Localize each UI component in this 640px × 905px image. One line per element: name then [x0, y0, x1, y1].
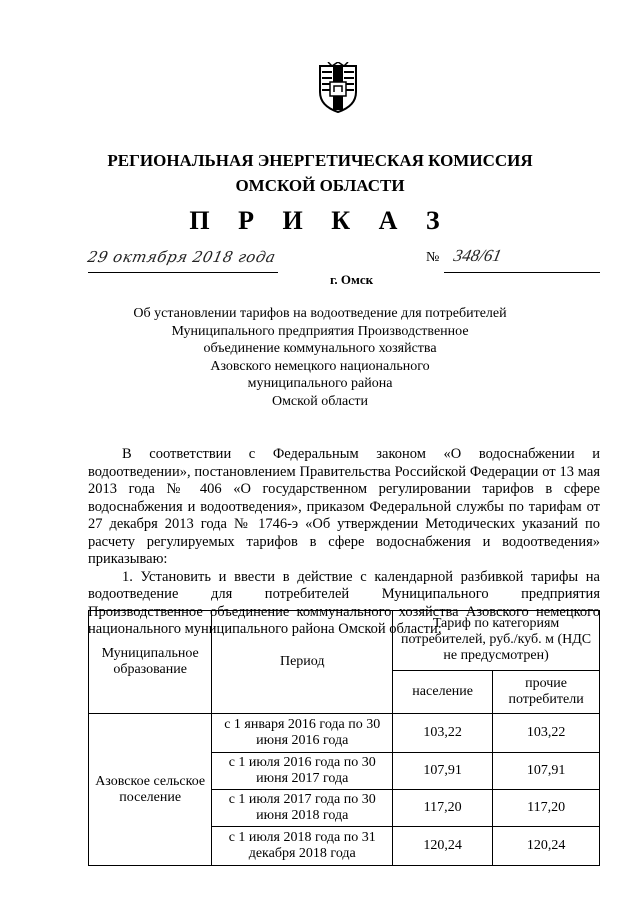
period-cell: с 1 июля 2016 года по 30 июня 2017 года — [212, 753, 393, 790]
subject-line: Об установлении тарифов на водоотведение для потребителей — [133, 306, 507, 321]
organization-name — [40, 148, 600, 198]
table-row — [89, 714, 600, 753]
header-other-consumers: прочие потребители — [493, 670, 600, 713]
population-tariff-cell: 117,20 — [393, 790, 493, 827]
subject-line: объединение коммунального хозяйства — [203, 341, 437, 356]
header-period: Период — [212, 611, 393, 714]
number-label: № — [426, 250, 440, 265]
other-tariff-cell: 120,24 — [493, 827, 600, 866]
organization-line-1: РЕГИОНАЛЬНАЯ ЭНЕРГЕТИЧЕСКАЯ КОМИССИЯ — [107, 151, 533, 170]
table-header-row — [89, 611, 600, 671]
tariff-table — [88, 610, 600, 866]
subject-line: Азовского немецкого национального — [210, 358, 430, 374]
period-cell: с 1 июля 2017 года по 30 июня 2018 года — [212, 790, 393, 827]
coat-of-arms-icon — [316, 62, 360, 114]
population-tariff-cell: 107,91 — [393, 753, 493, 790]
organization-line-2: ОМСКОЙ ОБЛАСТИ — [235, 176, 405, 195]
period-cell: с 1 июля 2018 года по 31 декабря 2018 года — [212, 827, 393, 866]
handwritten-date: 29 октября 2018 года — [86, 248, 278, 266]
other-tariff-cell: 103,22 — [493, 714, 600, 753]
other-tariff-cell: 107,91 — [493, 753, 600, 790]
header-municipality: Муниципальное образование — [89, 611, 212, 714]
preamble-paragraph: В соответствии с Федеральным законом «О водоснабжении и водоотведении», постановлением Правительства Российской Федерации от 13 мая 2013 года № 406 «О государственном регулировании тарифов в сфере водоснабжения и водоотведения», приказом Федеральной службы по тарифам от 27 декабря 2013 года № 1746-э «Об утверждении Методических указаний по расчету регулируемых тарифов в сфере водоснабжения и водоотведения» приказываю: — [88, 446, 600, 567]
city-label: г. Омск — [330, 272, 374, 287]
header-population: население — [393, 670, 493, 713]
population-tariff-cell: 103,22 — [393, 714, 493, 753]
order-subject — [120, 305, 520, 410]
municipality-cell: Азовское сельское поселение — [89, 714, 212, 866]
subject-line: Омской области — [271, 393, 369, 409]
item-1-paragraph: 1. Установить и ввести в действие с календарной разбивкой тарифы на водоотведение для потребителей Муниципального предприятия Производственное объединение коммунального хозяйства Азовского немецкого национального муниципального района Омской области: — [88, 568, 600, 637]
document-type-title: П Р И К А З — [189, 206, 451, 235]
subject-line: муниципального района — [247, 376, 393, 391]
population-tariff-cell: 120,24 — [393, 827, 493, 866]
period-cell: с 1 января 2016 года по 30 июня 2016 года — [212, 714, 393, 753]
subject-line: Муниципального предприятия Производственное — [171, 323, 469, 339]
handwritten-number: 348/61 — [452, 246, 504, 265]
other-tariff-cell: 117,20 — [493, 790, 600, 827]
header-tariff: Тариф по категориям потребителей, руб./куб. м (НДС не предусмотрен) — [393, 611, 600, 671]
